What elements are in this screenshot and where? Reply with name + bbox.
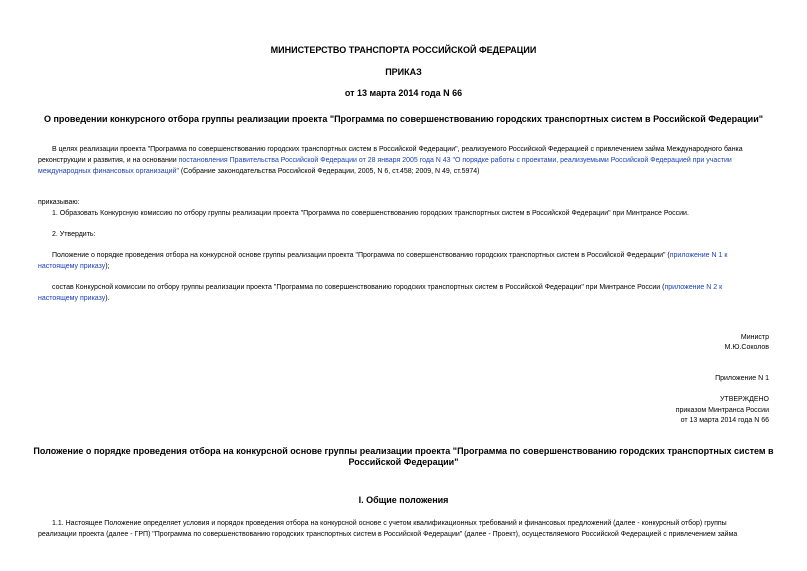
approve-item-2-line1 [52,282,722,293]
approve-item-1-line1 [52,250,727,261]
appendix-1-link-cont[interactable]: настоящему приказу [38,263,106,270]
appendix-2-link-cont[interactable]: настоящему приказу [38,295,106,302]
appendix-1-link[interactable]: приложение N 1 к [669,252,728,259]
approved-by-order: приказом Минтранса России [675,407,769,414]
appendix-title-line-1: Положение о порядке проведения отбора на конкурсной основе группы реализации проекта "Программа по совершенствованию городских транспортных систем в [33,446,774,456]
appendix-title-line-2: Российской Федерации" [348,457,459,467]
approve-item-2-tail: ). [105,295,110,302]
approved-date: от 13 марта 2014 года N 66 [680,417,769,424]
paragraph-1-1-line-1: 1.1. Настоящее Положение определяет условия и порядок проведения отбора на конкурсной основе с учетом квалификационных требований и финансовых предложений (далее - конкурсный отбор) группы [52,520,727,527]
ministry-heading: МИНИСТЕРСТВО ТРАНСПОРТА РОССИЙСКОЙ ФЕДЕРАЦИИ [270,45,537,55]
preamble-line-1: В целях реализации проекта "Программа по совершенствованию городских транспортных систем в Российской Федерации", реализуемого Российской Федерацией с привлечением займа Международного банка [52,146,743,153]
approve-item-1-line2 [38,261,110,272]
approve-item-1-tail: ); [105,263,110,270]
signature-name: М.Ю.Соколов [724,344,769,351]
paragraph-1-1-line-2: реализации проекта (далее - ГРП) "Программа по совершенствованию городских транспортных систем в Российской Федерации" (далее - Проект), осуществляемого Российской Федерацией с привлечением займа [38,531,738,538]
government-decree-link-cont[interactable]: международных финансовых организаций" [38,168,179,175]
doc-title: О проведении конкурсного отбора группы реализации проекта "Программа по совершенствованию городских транспортных систем в Российской Федерации" [43,114,764,124]
section-heading: I. Общие положения [358,495,449,505]
government-decree-link[interactable]: постановления Правительства Российской Федерации от 28 января 2005 года N 43 "О порядке работы с проектами, реализуемыми Российской Федерацией при участии [178,157,732,164]
preamble-source: (Собрание законодательства Российской Федерации, 2005, N 6, ст.458; 2009, N 49, ст.5974) [178,168,480,175]
approved-mark: УТВЕРЖДЕНО [719,396,769,403]
approve-item-2-text: состав Конкурсной комиссии по отбору группы реализации проекта "Программа по совершенствованию городских транспортных систем в Российской Федерации" при Минтрансе России ( [52,284,665,291]
preamble-line-3 [38,166,479,177]
order-item-1: 1. Образовать Конкурсную комиссию по отбору группы реализации проекта "Программа по совершенствованию городских транспортных систем в Российской Федерации" при Минтрансе России. [52,210,689,217]
approve-item-2-line2 [38,293,110,304]
doc-date-heading: от 13 марта 2014 года N 66 [344,88,463,98]
approve-item-1-text: Положение о порядке проведения отбора на конкурсной основе группы реализации проекта "Программа по совершенствованию городских транспортных систем в Российской Федерации" ( [52,252,670,259]
order-item-2: 2. Утвердить: [52,231,96,238]
doc-type-heading: ПРИКАЗ [385,67,422,77]
order-word: приказываю: [38,199,80,206]
appendix-label: Приложение N 1 [715,375,769,382]
appendix-2-link[interactable]: приложение N 2 к [664,284,723,291]
preamble-line-2 [38,155,732,166]
signature-position: Министр [740,334,769,341]
preamble-text: реконструкции и развития, и на основании [38,157,179,164]
